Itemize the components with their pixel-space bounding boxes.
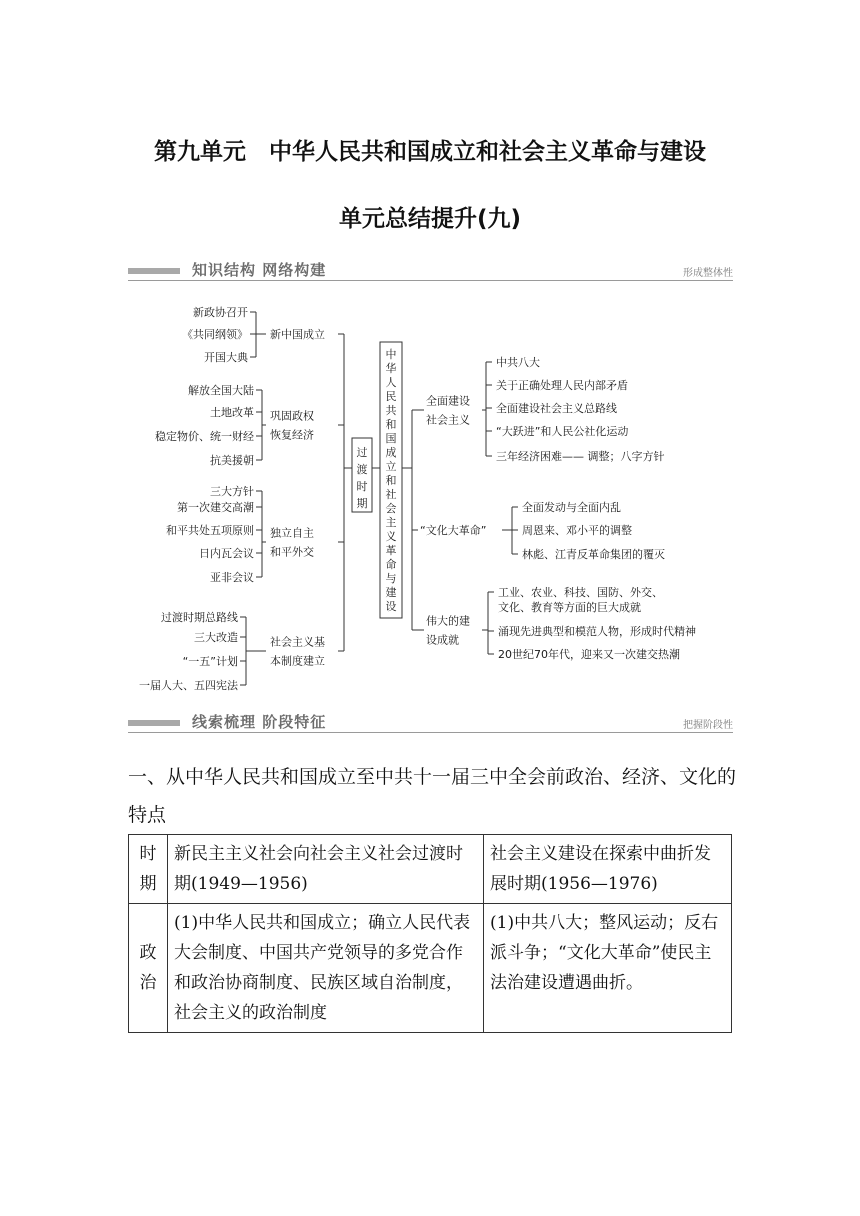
section-heading: 一、从中华人民共和国成立至中共十一届三中全会前政治、经济、文化的特点 xyxy=(128,766,737,826)
table-cell-politics-label: 政治 xyxy=(129,904,168,1033)
diagram-item: 一届人大、五四宪法 xyxy=(139,679,238,692)
diagram-item: 新政协召开 xyxy=(193,306,248,319)
diagram-item: 三大方针 xyxy=(210,485,254,498)
root-char: 立 xyxy=(385,460,397,473)
root-char: 中 xyxy=(385,348,397,361)
diagram-group-label: 社会主义基 xyxy=(270,635,325,649)
root-char: 义 xyxy=(385,530,397,543)
section-tag: 把握阶段性 xyxy=(683,720,733,731)
diagram-group-label: 设成就 xyxy=(426,633,459,647)
diagram-item: 全面发动与全面内乱 xyxy=(522,501,621,514)
root-char: 与 xyxy=(385,572,397,585)
diagram-item: 稳定物价、统一财经 xyxy=(155,430,254,443)
table-cell-period-label: 时期 xyxy=(129,835,168,904)
diagram-item: 和平共处五项原则 xyxy=(166,524,254,537)
diagram-item: “一五”计划 xyxy=(182,655,238,668)
diagram-item: 土地改革 xyxy=(210,406,254,419)
diagram-item: 涌现先进典型和模范人物，形成时代精神 xyxy=(498,625,696,638)
diagram-item: 《共同纲领》 xyxy=(182,328,248,341)
page-subtitle: 单元总结提升(九) xyxy=(338,206,522,232)
knowledge-structure-diagram xyxy=(0,290,860,700)
diagram-item: 周恩来、邓小平的调整 xyxy=(522,524,632,537)
root-char: 和 xyxy=(385,474,397,487)
diagram-item: 关于正确处理人民内部矛盾 xyxy=(496,379,628,392)
section-label: 线索梳理 阶段特征 xyxy=(192,713,327,731)
root-char: 建 xyxy=(385,586,397,599)
diagram-item: 抗美援朝 xyxy=(210,454,254,467)
section-divider xyxy=(128,732,733,733)
transition-char: 期 xyxy=(356,497,368,510)
diagram-group-label: 和平外交 xyxy=(270,545,314,559)
diagram-item: 日内瓦会议 xyxy=(199,547,254,560)
section-tag: 形成整体性 xyxy=(683,268,733,279)
root-char: 命 xyxy=(385,558,397,571)
diagram-group-label: 伟大的建 xyxy=(426,614,470,628)
root-char: 人 xyxy=(385,376,397,389)
diagram-item: 开国大典 xyxy=(204,351,248,364)
diagram-item: 解放全国大陆 xyxy=(188,384,254,397)
diagram-item: 中共八大 xyxy=(496,356,540,369)
table-cell-period-1: 新民主主义社会向社会主义社会过渡时期(1949—1956) xyxy=(168,835,484,904)
root-char: 会 xyxy=(385,502,397,515)
transition-char: 渡 xyxy=(356,463,368,476)
root-char: 成 xyxy=(385,446,397,459)
diagram-group-label: “文化大革命” xyxy=(420,524,487,537)
root-char: 共 xyxy=(385,404,397,417)
diagram-group-label: 恢复经济 xyxy=(270,428,314,442)
section-bar-clue xyxy=(128,714,733,736)
root-char: 设 xyxy=(385,600,397,613)
diagram-item: 三大改造 xyxy=(194,631,238,644)
section-marker xyxy=(128,720,180,726)
root-char: 国 xyxy=(385,432,397,445)
diagram-group-label: 本制度建立 xyxy=(270,654,325,668)
section-divider xyxy=(128,280,733,281)
section-bar-knowledge xyxy=(128,262,733,284)
root-char: 和 xyxy=(385,418,397,431)
section-marker xyxy=(128,268,180,274)
diagram-group-label: 新中国成立 xyxy=(270,328,325,341)
diagram-item: 林彪、江青反革命集团的覆灭 xyxy=(522,548,665,561)
characteristics-table xyxy=(128,834,732,1033)
diagram-group-label: 社会主义 xyxy=(426,413,470,427)
root-char: 主 xyxy=(385,516,397,529)
diagram-group-label: 全面建设 xyxy=(426,394,470,408)
diagram-group-label: 独立自主 xyxy=(270,526,314,540)
table-cell-politics-1: (1)中华人民共和国成立；确立人民代表大会制度、中国共产党领导的多党合作和政治协商制度、民族区域自治制度，社会主义的政治制度 xyxy=(168,904,484,1033)
diagram-item: 文化、教育等方面的巨大成就 xyxy=(498,601,641,614)
transition-char: 时 xyxy=(356,480,368,493)
root-char: 革 xyxy=(385,544,397,557)
root-char: 社 xyxy=(385,488,397,501)
diagram-group-label: 巩固政权 xyxy=(270,409,314,423)
diagram-item: 第一次建交高潮 xyxy=(177,501,254,514)
page-title: 第九单元 中华人民共和国成立和社会主义革命与建设 xyxy=(154,139,706,165)
diagram-item: 亚非会议 xyxy=(210,571,254,584)
diagram-item: 工业、农业、科技、国防、外交、 xyxy=(498,586,663,599)
diagram-item: 过渡时期总路线 xyxy=(161,611,238,624)
table-cell-period-2: 社会主义建设在探索中曲折发展时期(1956—1976) xyxy=(484,835,732,904)
table-row xyxy=(129,835,732,904)
root-char: 民 xyxy=(385,390,397,403)
diagram-item: 20世纪70年代，迎来又一次建交热潮 xyxy=(498,648,680,661)
root-char: 华 xyxy=(385,362,397,375)
section-label: 知识结构 网络构建 xyxy=(192,261,327,279)
table-cell-politics-2: (1)中共八大；整风运动；反右派斗争；“文化大革命”使民主法治建设遭遇曲折。 xyxy=(484,904,732,1033)
diagram-item: 三年经济困难—— 调整；八字方针 xyxy=(496,450,665,463)
diagram-item: 全面建设社会主义总路线 xyxy=(496,402,617,415)
diagram-item: “大跃进”和人民公社化运动 xyxy=(496,425,629,438)
transition-char: 过 xyxy=(356,446,368,459)
table-row xyxy=(129,904,732,1033)
